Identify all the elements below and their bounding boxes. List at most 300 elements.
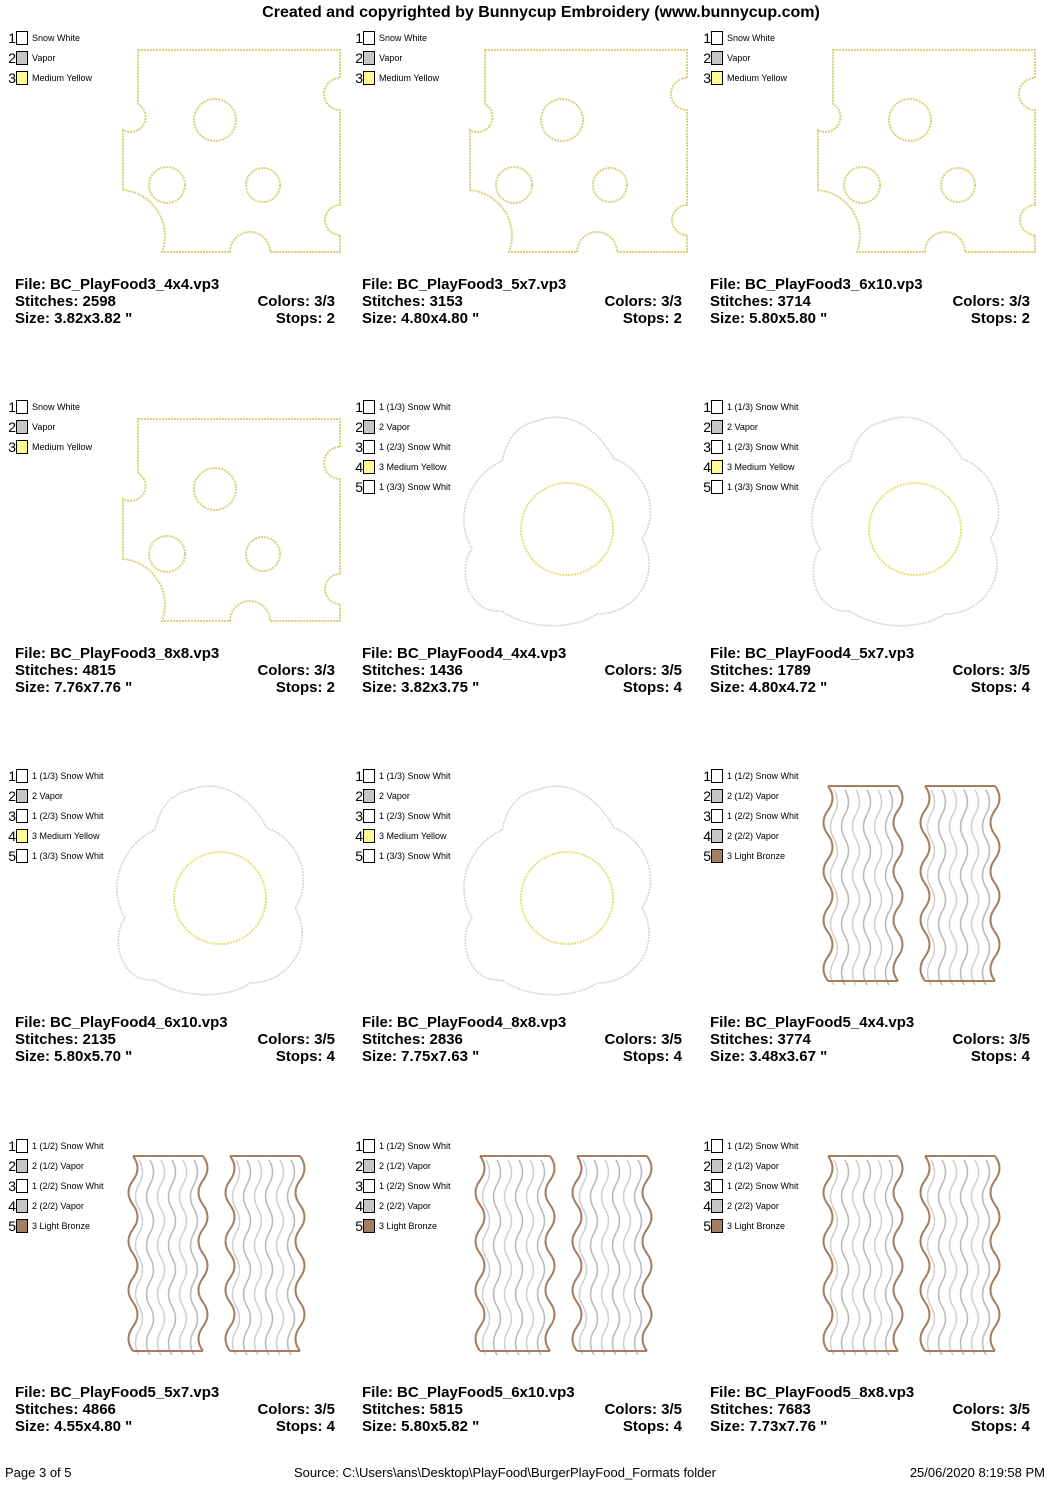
design-size: Size: 3.82x3.82 "	[15, 310, 133, 327]
design-preview	[362, 30, 692, 260]
stitch-count: Stitches: 2598	[15, 293, 116, 310]
bacon-stripe	[961, 1160, 968, 1355]
color-swatch	[711, 1159, 723, 1173]
color-swatch	[711, 31, 723, 45]
legend-number: 1	[355, 30, 363, 46]
thread-name: Snow White	[379, 33, 428, 43]
legend-number: 3	[703, 808, 711, 824]
stitch-count: Stitches: 1789	[710, 662, 811, 679]
legend-number: 1	[703, 1138, 711, 1154]
bacon-outline-right	[296, 1156, 305, 1351]
thread-name: 1 (2/3) Snow Whit	[727, 442, 799, 452]
design-card	[703, 1138, 1040, 1478]
color-swatch	[16, 849, 28, 863]
thread-name: 3 Light Bronze	[727, 851, 786, 861]
thread-name: 1 (1/2) Snow Whit	[32, 1141, 104, 1151]
bacon-stripe	[613, 1160, 620, 1355]
egg-white-outline	[117, 786, 303, 994]
bacon-stripe	[191, 1160, 198, 1355]
bacon-stripe	[635, 1160, 642, 1355]
stop-count: Stops: 4	[622, 1048, 682, 1065]
legend-number: 2	[8, 419, 16, 435]
bacon-outline-right	[643, 1156, 652, 1351]
file-name: File: BC_PlayFood3_6x10.vp3	[710, 276, 923, 293]
color-swatch	[363, 51, 375, 65]
design-preview	[710, 1138, 1040, 1368]
legend-number: 4	[8, 1198, 16, 1214]
thread-name: Vapor	[727, 53, 751, 63]
bacon-stripe	[950, 1160, 957, 1355]
cheese-hole	[149, 167, 185, 203]
thread-name: 1 (3/3) Snow Whit	[727, 482, 799, 492]
color-swatch	[711, 1179, 723, 1193]
legend-number: 4	[355, 1198, 363, 1214]
thread-name: 1 (1/3) Snow Whit	[32, 771, 104, 781]
thread-name: 3 Light Bronze	[379, 1221, 438, 1231]
thread-name: 2 (2/2) Vapor	[379, 1201, 431, 1211]
bacon-stripe	[983, 790, 990, 985]
thread-name: 2 (2/2) Vapor	[727, 831, 779, 841]
color-count: Colors: 3/3	[952, 293, 1030, 310]
color-swatch	[711, 1219, 723, 1233]
color-swatch	[363, 1139, 375, 1153]
stitch-count: Stitches: 7683	[710, 1401, 811, 1418]
bacon-stripe	[288, 1160, 295, 1355]
color-swatch	[16, 31, 28, 45]
bacon-outline-right	[991, 786, 1000, 981]
design-size: Size: 4.80x4.80 "	[362, 310, 480, 327]
file-name: File: BC_PlayFood5_8x8.vp3	[710, 1384, 915, 1401]
color-swatch	[16, 1219, 28, 1233]
color-swatch	[363, 480, 375, 494]
color-swatch	[16, 1139, 28, 1153]
legend-number: 3	[703, 1178, 711, 1194]
stitch-count: Stitches: 3774	[710, 1031, 811, 1048]
color-count: Colors: 3/5	[952, 1031, 1030, 1048]
legend-number: 1	[8, 399, 16, 415]
legend-number: 4	[355, 459, 363, 475]
color-swatch	[16, 829, 28, 843]
legend-number: 5	[703, 1218, 711, 1234]
bacon-outline-right	[991, 1156, 1000, 1351]
color-swatch	[16, 71, 28, 85]
design-preview	[15, 1138, 345, 1368]
thread-name: 3 Light Bronze	[727, 1221, 786, 1231]
bacon-outline-right	[546, 1156, 555, 1351]
color-swatch	[363, 460, 375, 474]
legend-number: 1	[8, 768, 16, 784]
legend-number: 1	[8, 30, 16, 46]
bacon-stripe	[842, 790, 849, 985]
thread-name: Medium Yellow	[32, 73, 93, 83]
thread-name: 1 (3/3) Snow Whit	[32, 851, 104, 861]
page-header: Created and copyrighted by Bunnycup Embroidery (www.bunnycup.com)	[262, 4, 820, 21]
cheese-outline	[470, 50, 687, 252]
legend-number: 1	[8, 1138, 16, 1154]
design-card	[355, 768, 692, 1108]
legend-number: 1	[703, 30, 711, 46]
page-number: Page 3 of 5	[5, 1465, 72, 1480]
legend-number: 1	[355, 1138, 363, 1154]
legend-number: 5	[355, 479, 363, 495]
bacon-stripe	[939, 1160, 946, 1355]
thread-name: 1 (1/2) Snow Whit	[727, 771, 799, 781]
legend-number: 5	[703, 848, 711, 864]
thread-name: Vapor	[32, 53, 56, 63]
bacon-outline-left	[921, 1156, 930, 1351]
bacon-stripe	[875, 790, 882, 985]
bacon-stripe	[505, 1160, 512, 1355]
stop-count: Stops: 2	[622, 310, 682, 327]
design-card	[355, 399, 692, 739]
thread-name: Snow White	[32, 402, 81, 412]
color-swatch	[711, 789, 723, 803]
bacon-outline-left	[226, 1156, 235, 1351]
legend-number: 3	[8, 70, 16, 86]
legend-number: 3	[703, 70, 711, 86]
design-preview	[710, 768, 1040, 998]
cheese-hole	[194, 468, 236, 510]
color-count: Colors: 3/5	[604, 1401, 682, 1418]
thread-name: Snow White	[32, 33, 81, 43]
legend-number: 2	[8, 50, 16, 66]
print-datetime: 25/06/2020 8:19:58 PM	[909, 1465, 1045, 1480]
stitch-count: Stitches: 3153	[362, 293, 463, 310]
bacon-outline-right	[894, 1156, 903, 1351]
cheese-hole	[941, 168, 975, 202]
file-name: File: BC_PlayFood5_5x7.vp3	[15, 1384, 220, 1401]
bacon-stripe	[516, 1160, 523, 1355]
design-size: Size: 7.76x7.76 "	[15, 679, 133, 696]
bacon-stripe	[972, 790, 979, 985]
source-path: Source: C:\Users\ans\Desktop\PlayFood\BurgerPlayFood_Formats folder	[294, 1465, 716, 1480]
legend-number: 3	[8, 439, 16, 455]
bacon-outline-right	[199, 1156, 208, 1351]
thread-name: 1 (2/2) Snow Whit	[727, 1181, 799, 1191]
bacon-stripe	[842, 1160, 849, 1355]
thread-name: Medium Yellow	[727, 73, 788, 83]
legend-number: 2	[8, 788, 16, 804]
bacon-outline-left	[921, 786, 930, 981]
design-card	[703, 30, 1040, 370]
color-swatch	[363, 440, 375, 454]
color-swatch	[363, 400, 375, 414]
thread-name: 3 Light Bronze	[32, 1221, 91, 1231]
cheese-hole	[844, 167, 880, 203]
color-swatch	[363, 849, 375, 863]
legend-number: 1	[355, 768, 363, 784]
color-swatch	[363, 1179, 375, 1193]
bacon-stripe	[255, 1160, 262, 1355]
design-preview	[15, 30, 345, 260]
bacon-outline-left	[824, 1156, 833, 1351]
cheese-outline	[123, 50, 340, 252]
color-swatch	[711, 829, 723, 843]
bacon-stripe	[886, 1160, 893, 1355]
color-count: Colors: 3/3	[257, 662, 335, 679]
legend-number: 4	[703, 828, 711, 844]
thread-name: 1 (2/3) Snow Whit	[379, 442, 451, 452]
design-card	[703, 399, 1040, 739]
bacon-stripe	[950, 790, 957, 985]
stop-count: Stops: 4	[275, 1418, 335, 1435]
cheese-hole	[541, 99, 583, 141]
color-swatch	[363, 789, 375, 803]
legend-number: 5	[8, 848, 16, 864]
design-size: Size: 4.80x4.72 "	[710, 679, 828, 696]
thread-name: 1 (1/3) Snow Whit	[727, 402, 799, 412]
color-swatch	[711, 460, 723, 474]
thread-name: 1 (1/3) Snow Whit	[379, 402, 451, 412]
thread-name: 2 (1/2) Vapor	[379, 1161, 431, 1171]
design-size: Size: 5.80x5.80 "	[710, 310, 828, 327]
thread-name: 1 (1/2) Snow Whit	[727, 1141, 799, 1151]
legend-number: 3	[355, 808, 363, 824]
cheese-outline	[818, 50, 1035, 252]
color-swatch	[16, 420, 28, 434]
bacon-stripe	[853, 1160, 860, 1355]
bacon-stripe	[277, 1160, 284, 1355]
cheese-hole	[194, 99, 236, 141]
egg-yolk-outline	[174, 852, 266, 944]
design-size: Size: 7.75x7.63 "	[362, 1048, 480, 1065]
color-swatch	[363, 71, 375, 85]
file-name: File: BC_PlayFood3_8x8.vp3	[15, 645, 220, 662]
stop-count: Stops: 2	[275, 310, 335, 327]
design-preview	[362, 1138, 692, 1368]
legend-number: 3	[8, 1178, 16, 1194]
bacon-stripe	[169, 1160, 176, 1355]
color-swatch	[363, 769, 375, 783]
design-card	[8, 30, 345, 370]
legend-number: 3	[703, 439, 711, 455]
bacon-stripe	[147, 1160, 154, 1355]
color-swatch	[711, 51, 723, 65]
color-swatch	[363, 829, 375, 843]
cheese-outline	[123, 419, 340, 621]
thread-name: 1 (2/3) Snow Whit	[32, 811, 104, 821]
egg-yolk-outline	[521, 852, 613, 944]
egg-white-outline	[464, 417, 650, 625]
color-count: Colors: 3/5	[257, 1401, 335, 1418]
bacon-stripe	[875, 1160, 882, 1355]
color-swatch	[16, 789, 28, 803]
legend-number: 2	[703, 419, 711, 435]
color-swatch	[16, 400, 28, 414]
stop-count: Stops: 4	[622, 1418, 682, 1435]
stitch-count: Stitches: 5815	[362, 1401, 463, 1418]
thread-name: 2 Vapor	[379, 422, 410, 432]
bacon-outline-left	[129, 1156, 138, 1351]
design-size: Size: 5.80x5.70 "	[15, 1048, 133, 1065]
thread-name: 3 Medium Yellow	[727, 462, 795, 472]
legend-number: 4	[8, 828, 16, 844]
legend-number: 2	[8, 1158, 16, 1174]
file-name: File: BC_PlayFood3_5x7.vp3	[362, 276, 567, 293]
thread-name: 3 Medium Yellow	[379, 831, 447, 841]
color-swatch	[711, 849, 723, 863]
thread-name: 1 (3/3) Snow Whit	[379, 482, 451, 492]
thread-name: 1 (2/3) Snow Whit	[379, 811, 451, 821]
legend-number: 4	[355, 828, 363, 844]
stitch-count: Stitches: 2135	[15, 1031, 116, 1048]
bacon-stripe	[939, 790, 946, 985]
color-count: Colors: 3/3	[604, 293, 682, 310]
file-name: File: BC_PlayFood5_6x10.vp3	[362, 1384, 575, 1401]
design-preview	[362, 399, 692, 629]
design-card	[355, 30, 692, 370]
bacon-stripe	[538, 1160, 545, 1355]
design-size: Size: 7.73x7.76 "	[710, 1418, 828, 1435]
bacon-outline-right	[894, 786, 903, 981]
bacon-stripe	[853, 790, 860, 985]
design-size: Size: 3.82x3.75 "	[362, 679, 480, 696]
color-swatch	[363, 809, 375, 823]
color-swatch	[363, 420, 375, 434]
file-name: File: BC_PlayFood5_4x4.vp3	[710, 1014, 915, 1031]
stop-count: Stops: 4	[275, 1048, 335, 1065]
thread-name: 1 (3/3) Snow Whit	[379, 851, 451, 861]
thread-name: 2 Vapor	[727, 422, 758, 432]
bacon-stripe	[244, 1160, 251, 1355]
color-swatch	[711, 71, 723, 85]
color-swatch	[711, 809, 723, 823]
design-card	[703, 768, 1040, 1108]
legend-number: 2	[703, 1158, 711, 1174]
legend-number: 1	[355, 399, 363, 415]
design-preview	[710, 30, 1040, 260]
legend-number: 2	[355, 788, 363, 804]
bacon-stripe	[961, 790, 968, 985]
color-swatch	[711, 1139, 723, 1153]
file-name: File: BC_PlayFood4_5x7.vp3	[710, 645, 915, 662]
design-preview	[362, 768, 692, 998]
stop-count: Stops: 4	[970, 679, 1030, 696]
legend-number: 3	[355, 70, 363, 86]
design-preview	[710, 399, 1040, 629]
thread-name: 2 Vapor	[32, 791, 63, 801]
legend-number: 4	[703, 1198, 711, 1214]
bacon-outline-left	[824, 786, 833, 981]
bacon-stripe	[864, 790, 871, 985]
stop-count: Stops: 4	[970, 1048, 1030, 1065]
legend-number: 2	[355, 50, 363, 66]
bacon-stripe	[972, 1160, 979, 1355]
legend-number: 2	[355, 419, 363, 435]
design-size: Size: 5.80x5.82 "	[362, 1418, 480, 1435]
stop-count: Stops: 4	[970, 1418, 1030, 1435]
stitch-count: Stitches: 1436	[362, 662, 463, 679]
file-name: File: BC_PlayFood4_6x10.vp3	[15, 1014, 228, 1031]
stop-count: Stops: 2	[970, 310, 1030, 327]
egg-white-outline	[464, 786, 650, 994]
egg-yolk-outline	[869, 483, 961, 575]
legend-number: 2	[703, 50, 711, 66]
thread-name: Snow White	[727, 33, 776, 43]
color-swatch	[711, 420, 723, 434]
legend-number: 5	[355, 1218, 363, 1234]
color-swatch	[16, 809, 28, 823]
color-count: Colors: 3/3	[257, 293, 335, 310]
cheese-hole	[889, 99, 931, 141]
legend-number: 1	[703, 399, 711, 415]
color-count: Colors: 3/5	[604, 662, 682, 679]
file-name: File: BC_PlayFood3_4x4.vp3	[15, 276, 220, 293]
thread-name: 3 Medium Yellow	[32, 831, 100, 841]
thread-name: Medium Yellow	[379, 73, 440, 83]
stitch-count: Stitches: 4815	[15, 662, 116, 679]
legend-number: 4	[703, 459, 711, 475]
bacon-stripe	[624, 1160, 631, 1355]
legend-number: 5	[355, 848, 363, 864]
color-swatch	[711, 440, 723, 454]
file-name: File: BC_PlayFood4_8x8.vp3	[362, 1014, 567, 1031]
thread-name: 1 (2/2) Snow Whit	[727, 811, 799, 821]
thread-name: Vapor	[379, 53, 403, 63]
thread-name: 2 (1/2) Vapor	[727, 791, 779, 801]
legend-number: 1	[703, 768, 711, 784]
legend-number: 3	[355, 439, 363, 455]
cheese-hole	[246, 168, 280, 202]
thread-name: 1 (2/2) Snow Whit	[32, 1181, 104, 1191]
egg-white-outline	[812, 417, 998, 625]
color-swatch	[16, 51, 28, 65]
cheese-hole	[496, 167, 532, 203]
thread-name: Medium Yellow	[32, 442, 93, 452]
design-size: Size: 3.48x3.67 "	[710, 1048, 828, 1065]
color-swatch	[363, 1199, 375, 1213]
legend-number: 3	[355, 1178, 363, 1194]
cheese-hole	[593, 168, 627, 202]
color-swatch	[16, 1199, 28, 1213]
color-count: Colors: 3/5	[257, 1031, 335, 1048]
legend-number: 5	[8, 1218, 16, 1234]
color-count: Colors: 3/5	[952, 662, 1030, 679]
egg-yolk-outline	[521, 483, 613, 575]
legend-number: 2	[703, 788, 711, 804]
thread-name: 2 (1/2) Vapor	[727, 1161, 779, 1171]
color-swatch	[16, 1159, 28, 1173]
cheese-hole	[149, 536, 185, 572]
thread-name: 2 (2/2) Vapor	[727, 1201, 779, 1211]
stop-count: Stops: 2	[275, 679, 335, 696]
thread-name: 3 Medium Yellow	[379, 462, 447, 472]
design-preview	[15, 399, 345, 629]
color-count: Colors: 3/5	[604, 1031, 682, 1048]
bacon-stripe	[158, 1160, 165, 1355]
stitch-count: Stitches: 3714	[710, 293, 811, 310]
color-count: Colors: 3/5	[952, 1401, 1030, 1418]
color-swatch	[711, 400, 723, 414]
thread-name: 2 (2/2) Vapor	[32, 1201, 84, 1211]
bacon-outline-left	[573, 1156, 582, 1351]
thread-name: 2 Vapor	[379, 791, 410, 801]
bacon-stripe	[602, 1160, 609, 1355]
thread-name: 2 (1/2) Vapor	[32, 1161, 84, 1171]
bacon-stripe	[527, 1160, 534, 1355]
stop-count: Stops: 4	[622, 679, 682, 696]
color-swatch	[711, 480, 723, 494]
design-preview	[15, 768, 345, 998]
thread-name: 1 (1/3) Snow Whit	[379, 771, 451, 781]
color-swatch	[711, 1199, 723, 1213]
bacon-stripe	[180, 1160, 187, 1355]
stitch-count: Stitches: 2836	[362, 1031, 463, 1048]
design-card	[8, 768, 345, 1108]
color-swatch	[363, 1219, 375, 1233]
color-swatch	[363, 31, 375, 45]
design-card	[8, 1138, 345, 1478]
